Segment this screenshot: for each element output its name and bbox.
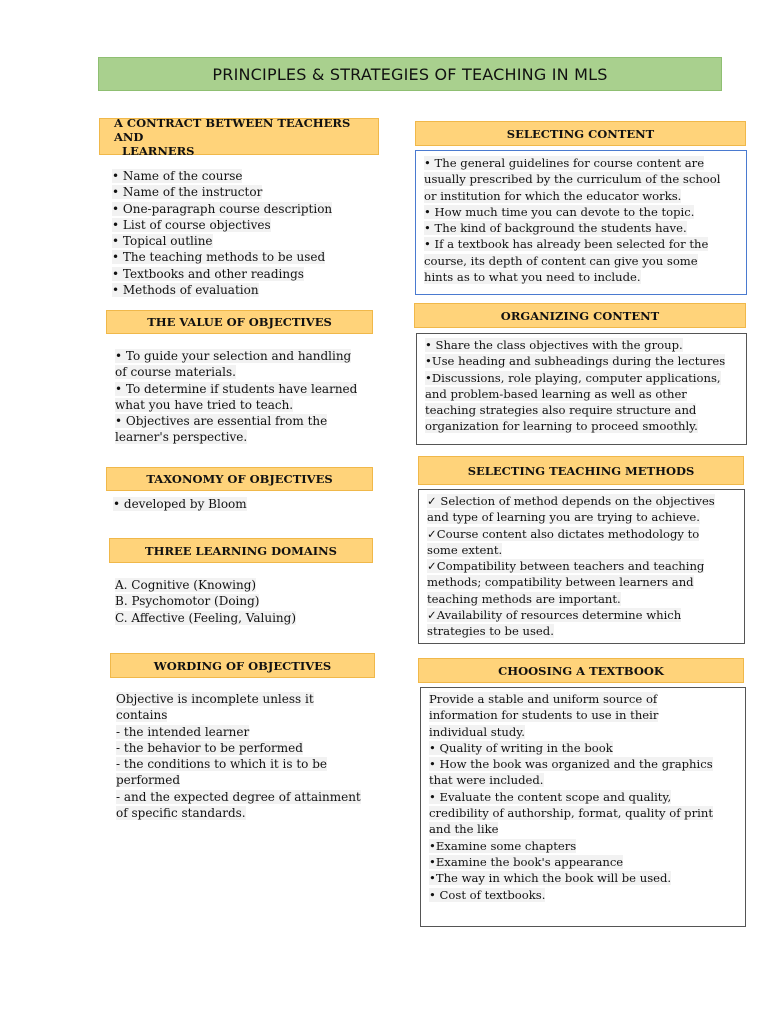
wording-header: WORDING OF OBJECTIVES [110,653,375,678]
text-line: individual study. [429,724,525,739]
list-item: • Textbooks and other readings [112,266,304,281]
text-line: ✓Course content also dictates methodology to [427,526,700,541]
text-line: teaching strategies also require structure and [425,403,697,418]
textbook-header: CHOOSING A TEXTBOOK [418,658,744,683]
text-line: ✓Compatibility between teachers and teaching [427,559,705,574]
selecting-content-box [415,150,747,295]
organizing-content-box [416,333,747,445]
text-line: - and the expected degree of attainment [116,789,361,804]
text-line: and problem-based learning as well as other [425,386,687,401]
text-line: • If a textbook has already been selected for the [424,237,709,252]
text-line: •Examine some chapters [429,838,577,853]
selecting-content-header: SELECTING CONTENT [415,121,746,146]
domains-header: THREE LEARNING DOMAINS [109,538,373,563]
value-header: THE VALUE OF OBJECTIVES [106,310,373,334]
text-line: Provide a stable and uniform source of [429,692,658,706]
list-item: • Name of the course [112,169,243,183]
text-line: performed [116,773,181,788]
text-line: •Use heading and subheadings during the lectures [425,354,726,369]
contract-header [99,115,379,158]
text-line: credibility of authorship, format, quality of print [429,806,713,821]
text-line: what you have tried to teach. [115,397,294,412]
text-line: ✓ Selection of method depends on the objectives [427,494,715,508]
organizing-content-header: ORGANIZING CONTENT [414,303,746,328]
text-line: •Discussions, role playing, computer applications, [425,370,721,385]
text-line: some extent. [427,542,503,557]
text-line: B. Psychomotor (Doing) [115,594,260,609]
taxonomy-header: TAXONOMY OF OBJECTIVES [106,467,373,491]
text-line: hints as to what you need to include. [424,270,641,285]
text-line: •Examine the book's appearance [429,854,624,869]
text-line: of course materials. [115,365,236,380]
text-line: usually prescribed by the curriculum of the school [424,172,721,187]
text-line: that were included. [429,773,544,788]
text-line: teaching methods are important. [427,591,621,606]
teaching-methods-header: SELECTING TEACHING METHODS [418,456,744,485]
text-line: • Share the class objectives with the group. [425,338,683,352]
text-line: • To determine if students have learned [115,381,358,396]
text-line: • The kind of background the students have. [424,221,687,236]
text-line: strategies to be used. [427,624,554,639]
list-item: • Methods of evaluation [112,283,259,298]
teaching-methods-box [418,489,745,644]
text-line: - the intended learner [116,724,250,739]
text-line: • How the book was organized and the graphics [429,757,713,772]
text-line: of specific standards. [116,806,246,821]
text-line: and the like [429,822,499,837]
text-line: • The general guidelines for course content are [424,156,705,170]
text-line: or institution for which the educator works. [424,188,682,203]
list-item: • Name of the instructor [112,185,263,200]
text-line: • developed by Bloom [113,497,247,511]
wording-text [116,691,374,821]
text-line: organization for learning to proceed smoothly. [425,419,698,434]
text-line: course, its depth of content can give you some [424,253,698,268]
list-item: • The teaching methods to be used [112,250,326,265]
taxonomy-text [113,496,353,512]
page-title: PRINCIPLES & STRATEGIES OF TEACHING IN MLS [98,57,722,91]
contract-header-line1: A CONTRACT BETWEEN TEACHERS AND [114,115,351,144]
text-line: • Cost of textbooks. [429,887,546,902]
text-line: ✓Availability of resources determine which [427,608,682,623]
domains-text [115,577,355,626]
text-line: - the conditions to which it is to be [116,757,328,772]
list-item: • List of course objectives [112,217,271,232]
contract-list [112,168,352,298]
text-line: learner's perspective. [115,430,248,445]
text-line: C. Affective (Feeling, Valuing) [115,610,297,625]
text-line: Objective is incomplete unless it [116,692,314,706]
text-line: • Quality of writing in the book [429,740,613,755]
list-item: • Topical outline [112,234,213,249]
text-line: •The way in which the book will be used. [429,871,672,886]
text-line: • Evaluate the content scope and quality, [429,789,672,804]
list-item: • One-paragraph course description [112,201,333,216]
text-line: information for students to use in their [429,708,659,723]
text-line: and type of learning you are trying to achieve. [427,510,700,525]
text-line: - the behavior to be performed [116,740,303,755]
text-line: A. Cognitive (Knowing) [115,578,257,592]
textbook-box [420,687,746,927]
contract-header-line2: LEARNERS [122,143,195,158]
value-text [115,348,375,446]
text-line: • To guide your selection and handling [115,349,352,363]
text-line: • How much time you can devote to the topic. [424,204,695,219]
text-line: contains [116,708,168,723]
text-line: methods; compatibility between learners and [427,575,694,590]
text-line: • Objectives are essential from the [115,414,328,429]
